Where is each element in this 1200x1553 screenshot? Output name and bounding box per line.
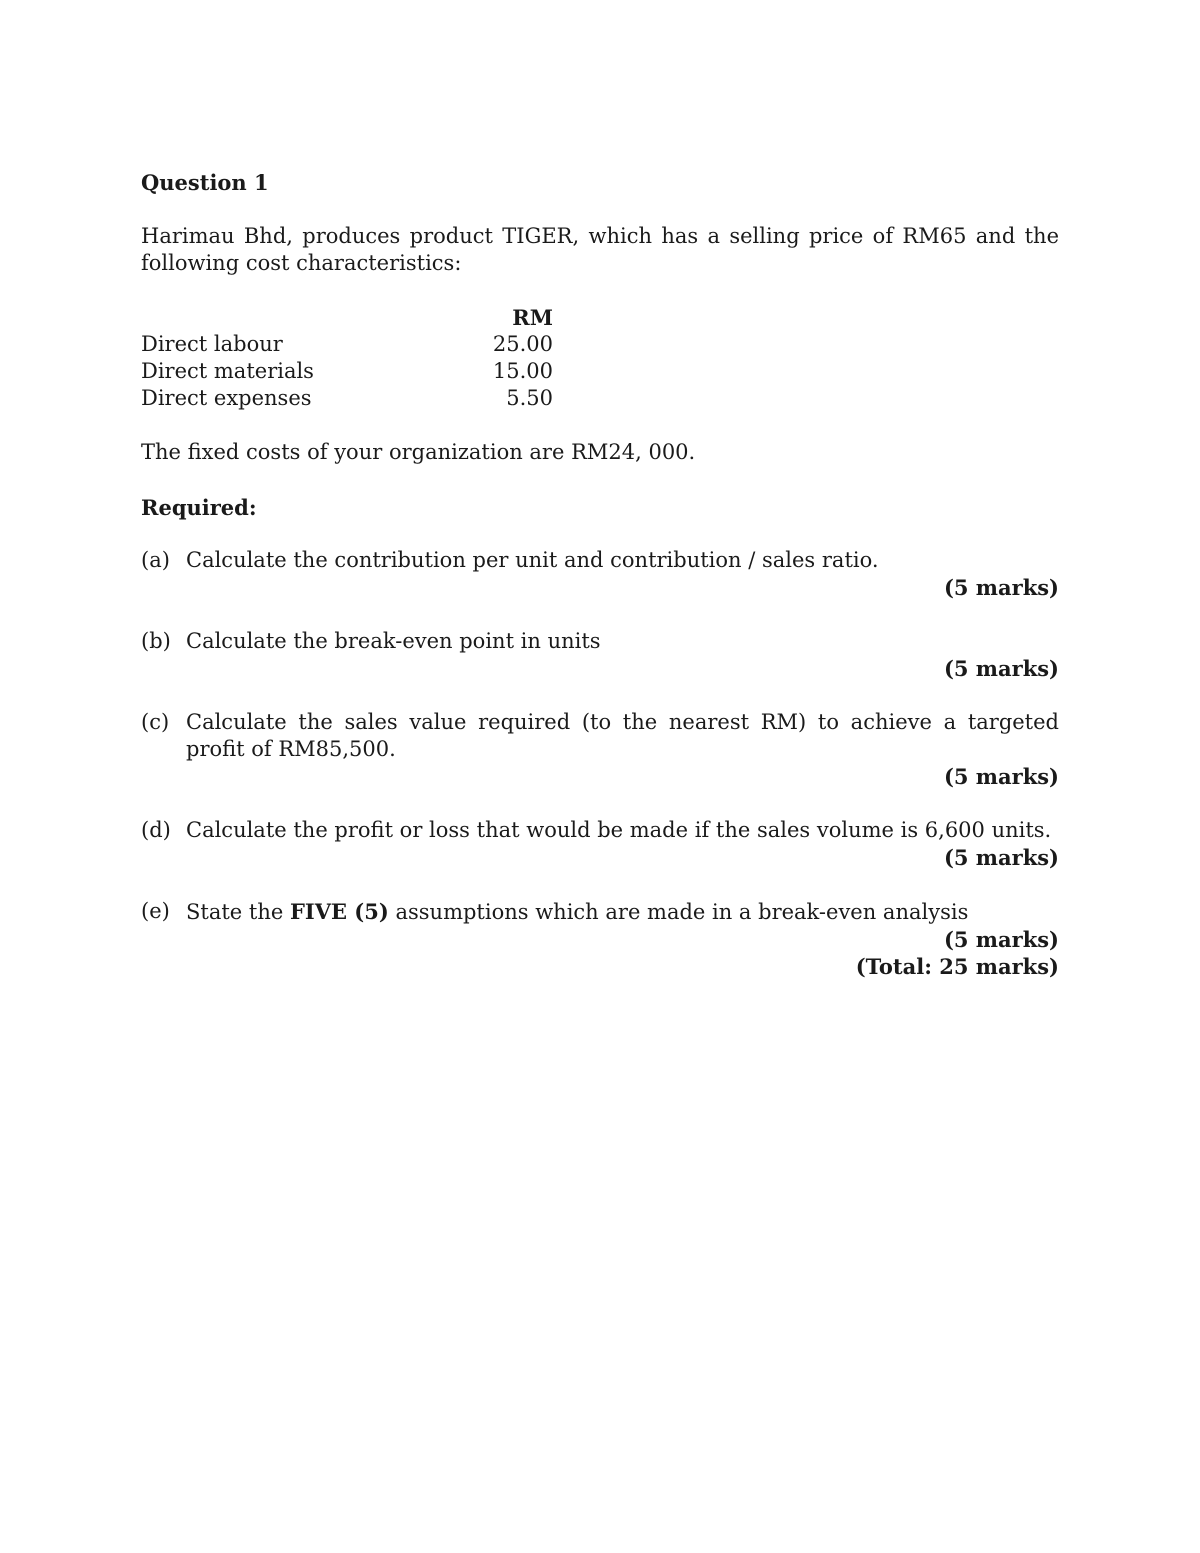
question-text: Calculate the sales value required (to the nearest RM) to achieve a targeted profit of RM85,500. <box>186 710 1059 761</box>
question-label: (d) <box>141 818 171 842</box>
exam-page <box>141 169 1059 980</box>
question-label: (c) <box>141 710 170 734</box>
question-item-c <box>141 709 1059 790</box>
question-text: Calculate the profit or loss that would be made if the sales volume is 6,600 units. <box>186 818 1052 842</box>
marks-label: (5 marks) <box>943 656 1059 681</box>
question-text-before: State the <box>186 900 290 924</box>
cost-value: 5.50 <box>506 386 553 410</box>
question-label: (e) <box>141 899 170 923</box>
cost-label: Direct expenses <box>141 386 312 410</box>
total-marks: (Total: 25 marks) <box>855 954 1059 979</box>
fixed-costs-statement: The fixed costs of your organization are RM24, 000. <box>141 440 696 464</box>
question-text <box>186 898 1059 926</box>
currency-header: RM <box>512 305 553 330</box>
marks-label: (5 marks) <box>943 764 1059 789</box>
question-text-emphasis: FIVE (5) <box>289 899 389 924</box>
cost-value: 15.00 <box>492 359 553 383</box>
question-label: (b) <box>141 629 171 653</box>
cost-label: Direct materials <box>141 359 314 383</box>
question-title: Question 1 <box>141 170 269 195</box>
required-heading: Required: <box>141 495 257 520</box>
question-text-after: assumptions which are made in a break-even analysis <box>388 900 969 924</box>
cost-row-direct-labour <box>141 331 553 358</box>
marks-label: (5 marks) <box>943 845 1059 870</box>
question-item-b <box>141 628 1059 682</box>
cost-row-direct-expenses <box>141 385 553 412</box>
question-item-a <box>141 547 1059 601</box>
cost-table <box>141 304 553 412</box>
marks-label: (5 marks) <box>943 927 1059 952</box>
cost-table-header <box>141 304 553 331</box>
question-text: Calculate the break-even point in units <box>186 629 601 653</box>
cost-value: 25.00 <box>492 332 553 356</box>
question-label: (a) <box>141 548 170 572</box>
cost-row-direct-materials <box>141 358 553 385</box>
intro-paragraph: Harimau Bhd, produces product TIGER, which has a selling price of RM65 and the following cost characteristics: <box>141 224 1059 275</box>
question-item-e <box>141 898 1059 953</box>
question-text: Calculate the contribution per unit and contribution / sales ratio. <box>186 548 879 572</box>
cost-label: Direct labour <box>141 332 283 356</box>
marks-label: (5 marks) <box>943 575 1059 600</box>
question-item-d <box>141 817 1059 871</box>
